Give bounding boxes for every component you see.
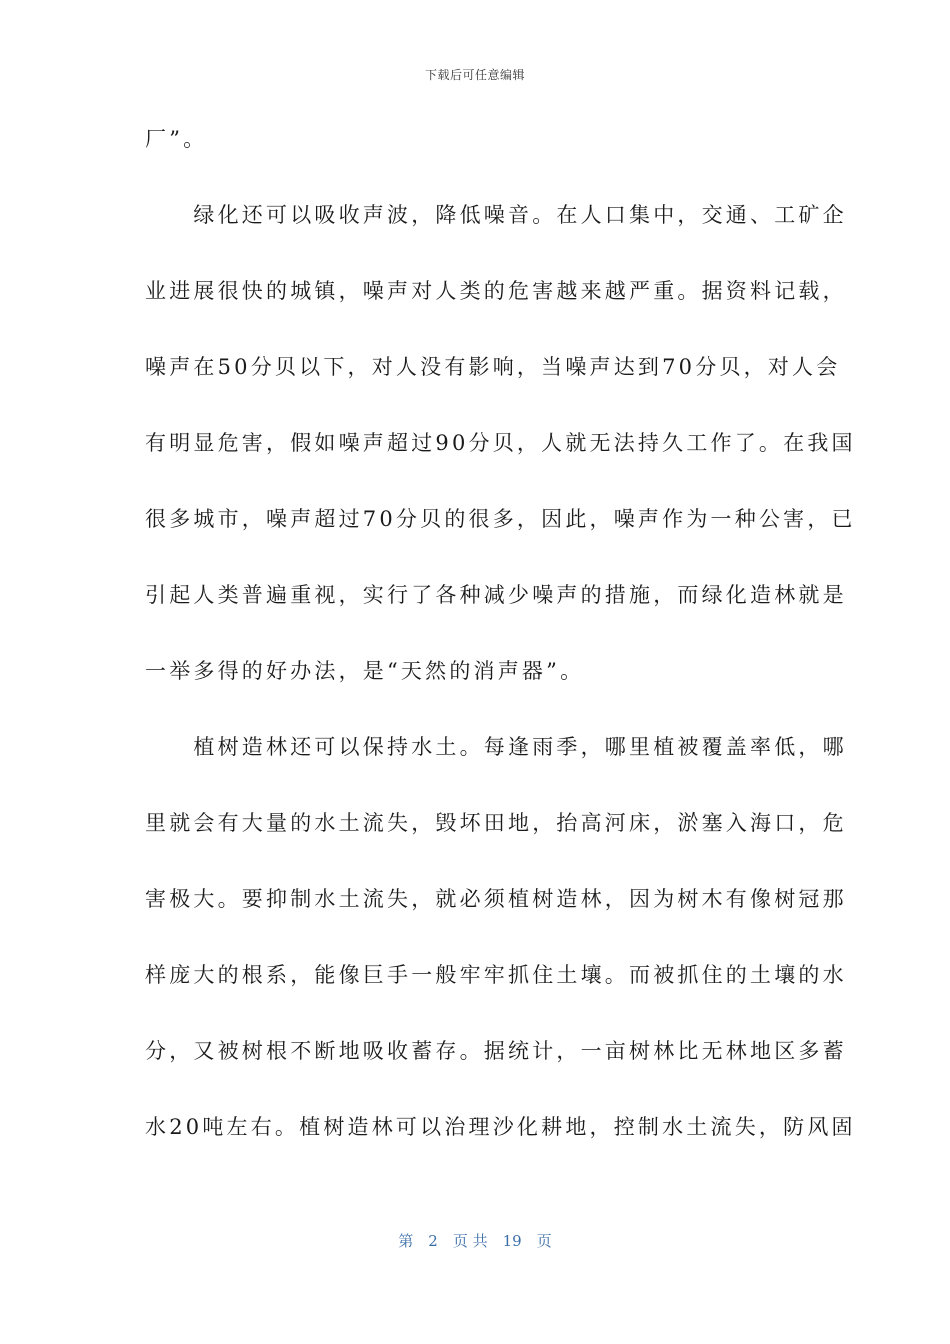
- text-line: 厂”。: [145, 127, 208, 151]
- text-line: 有明显危害，假如噪声超过90分贝，人就无法持久工作了。在我国: [145, 431, 856, 455]
- body-text: [145, 126, 856, 1190]
- header-note: 下载后可任意编辑: [424, 68, 525, 82]
- text-line: 分，又被树根不断地吸收蓄存。据统计，一亩树林比无林地区多蓄: [145, 1039, 847, 1063]
- text-line: 植树造林还可以保持水土。每逢雨季，哪里植被覆盖率低，哪: [145, 735, 847, 759]
- text-line: 绿化还可以吸收声波，降低噪音。在人口集中，交通、工矿企: [145, 203, 847, 227]
- text-line: 一举多得的好办法，是“天然的消声器”。: [145, 659, 585, 683]
- text-line: 噪声在50分贝以下，对人没有影响，当噪声达到70分贝，对人会: [145, 355, 841, 379]
- text-line: 水20吨左右。植树造林可以治理沙化耕地，控制水土流失，防风固: [145, 1115, 856, 1139]
- text-line: 引起人类普遍重视，实行了各种减少噪声的措施，而绿化造林就是: [145, 583, 847, 607]
- text-line: 里就会有大量的水土流失，毁坏田地，抬高河床，淤塞入海口，危: [145, 811, 847, 835]
- text-line: 害极大。要抑制水土流失，就必须植树造林，因为树木有像树冠那: [145, 887, 847, 911]
- text-line: 业进展很快的城镇，噪声对人类的危害越来越严重。据资料记载，: [145, 279, 847, 303]
- text-line: 很多城市，噪声超过70分贝的很多，因此，噪声作为一种公害，已: [145, 507, 856, 531]
- text-line: 样庞大的根系，能像巨手一般牢牢抓住土壤。而被抓住的土壤的水: [145, 963, 847, 987]
- page-number-footer: 第 2 页 共 19 页: [398, 1232, 552, 1250]
